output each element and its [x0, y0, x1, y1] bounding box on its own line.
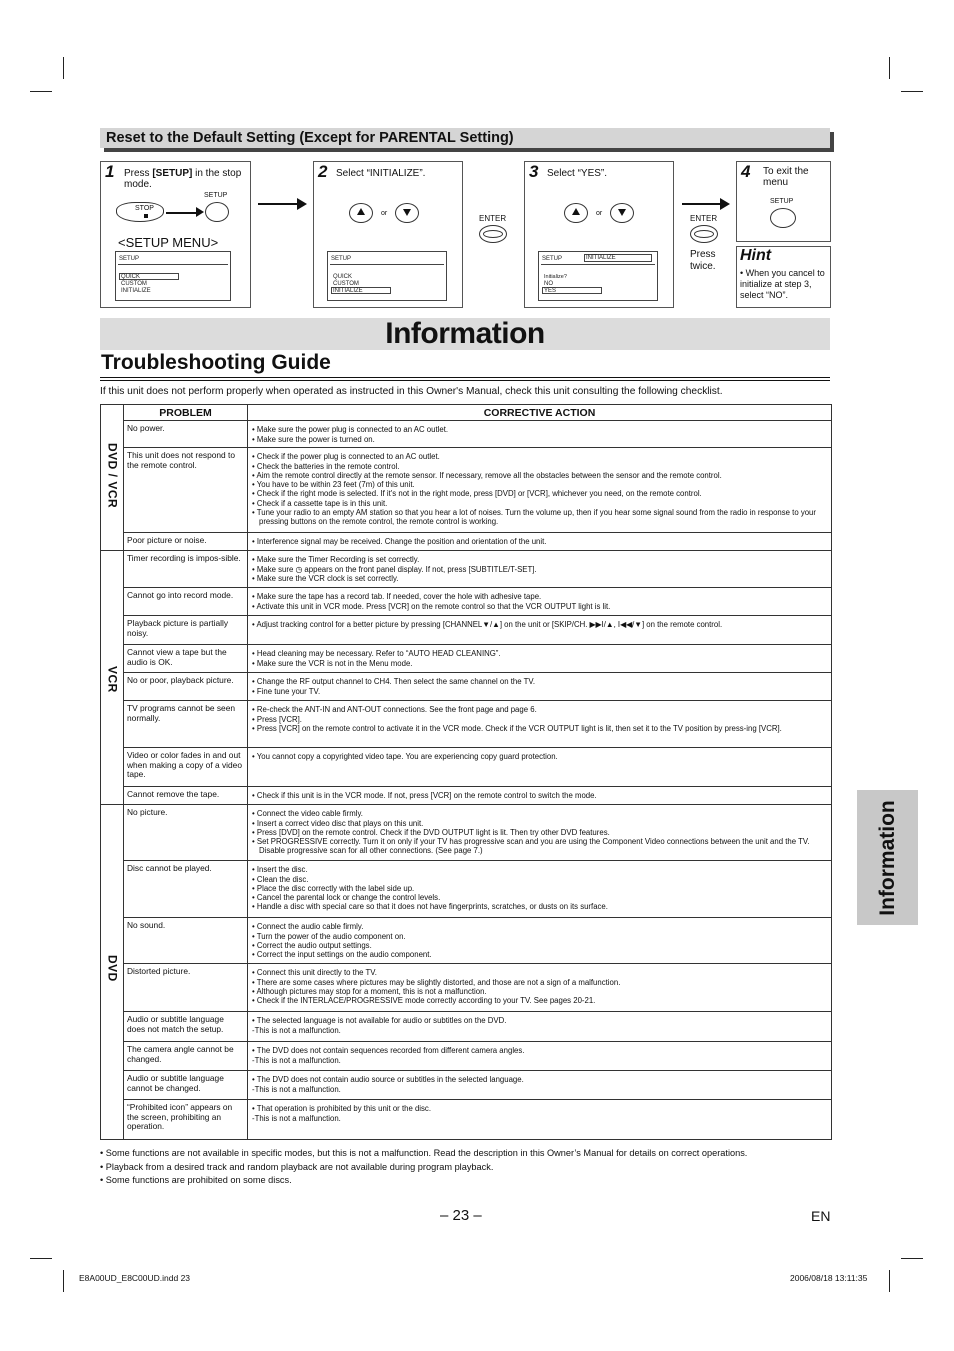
action-line: • Aim the remote control directly at the remote sensor. If necessary, remove all the obstacles between the sensor and the remote control. [252, 470, 722, 480]
troubleshooting-table [100, 404, 832, 1140]
table-row [101, 861, 832, 918]
problem-cell: This unit does not respond to the remote control. [124, 448, 248, 533]
action-cell [248, 748, 832, 787]
footnote: • Some functions are prohibited on some discs. [100, 1175, 292, 1185]
action-line: • Cancel the parental lock or change the control levels. [252, 893, 441, 903]
table-row [101, 1012, 832, 1042]
problem-cell: Playback picture is partially noisy. [124, 616, 248, 645]
footer-date: 2006/08/18 13:11:35 [790, 1273, 868, 1283]
action-line: • Press [VCR] on the remote control to activate it in the VCR mode. Check if the VCR OUTPUT light is lit, then set it to the TV position by press-ing [VCR]. [252, 723, 782, 733]
action-cell [248, 1100, 832, 1140]
problem-cell: Poor picture or noise. [124, 533, 248, 551]
step-1-text: Press [SETUP] in the stop mode. [124, 168, 242, 190]
enter-button[interactable] [690, 225, 718, 243]
crop-mark [30, 1258, 52, 1259]
action-line: • Connect this unit directly to the TV. [252, 968, 377, 978]
arrow-head-icon [196, 207, 204, 217]
step-number: 1 [105, 162, 115, 181]
step-2-text: Select “INITIALIZE”. [336, 168, 426, 179]
step-number: 3 [529, 162, 539, 181]
table-row [101, 1042, 832, 1071]
header-action: CORRECTIVE ACTION [248, 405, 832, 421]
table-row [101, 805, 832, 861]
action-line: -This is not a malfunction. [252, 1025, 341, 1035]
action-line: • Fine tune your TV. [252, 686, 321, 696]
setup-button[interactable] [770, 208, 796, 228]
problem-cell: Disc cannot be played. [124, 861, 248, 918]
arrow-icon [166, 212, 196, 214]
action-cell [248, 964, 832, 1012]
down-arrow-icon [403, 209, 411, 216]
up-arrow-icon [572, 208, 580, 215]
action-line: • Interference signal may be received. Change the position and orientation of the unit. [252, 537, 547, 547]
crop-mark [63, 1270, 64, 1292]
table-row [101, 748, 832, 787]
step-3-text: Select “YES”. [547, 168, 608, 179]
problem-cell: No picture. [124, 805, 248, 861]
enter-label: ENTER [479, 214, 507, 223]
action-cell [248, 701, 832, 748]
action-line: • Check if a cassette tape is in this unit. [252, 498, 388, 508]
action-cell [248, 861, 832, 918]
table-row [101, 673, 832, 701]
action-line: • Head cleaning may be necessary. Refer to “AUTO HEAD CLEANING”. [252, 649, 501, 659]
step-3-box [524, 161, 674, 308]
title-rule [100, 377, 830, 378]
hint-text: • When you cancel to initialize at step 3, select “NO”. [740, 268, 825, 300]
step-number: 2 [318, 162, 328, 181]
action-line: • Press [VCR]. [252, 714, 302, 724]
crop-mark [63, 57, 64, 79]
crop-mark [901, 91, 923, 92]
table-row [101, 1071, 832, 1100]
action-cell [248, 616, 832, 645]
action-line: • Connect the audio cable firmly. [252, 922, 364, 932]
action-cell [248, 673, 832, 701]
enter-button-core [694, 230, 714, 238]
action-line: • Clean the disc. [252, 874, 309, 884]
page-number: – 23 – [440, 1207, 482, 1224]
initialize-screen: SETUP INITIALIZE Initialize? NO YES [538, 251, 658, 301]
action-line: • The DVD does not contain sequences recorded from different camera angles. [252, 1046, 525, 1056]
table-row [101, 787, 832, 805]
screen-divider [541, 264, 655, 265]
action-line: • You have to be within 23 feet (7m) of this unit. [252, 480, 415, 490]
action-line: • Turn the power of the audio component on. [252, 931, 406, 941]
title-rule [100, 380, 830, 381]
footnote: • Some functions are not available in specific modes, but this is not a malfunction. Read the description in this Owner’s Manual for details on correct operations. [100, 1148, 748, 1158]
stop-square-icon [144, 214, 148, 218]
action-line: • Although pictures may stop for a moment, this is not a malfunction. [252, 986, 487, 996]
action-line: • That operation is prohibited by this unit or the disc. [252, 1104, 431, 1114]
setup-menu-label: <SETUP MENU> [118, 235, 219, 250]
down-arrow-icon [618, 209, 626, 216]
problem-cell: Timer recording is impos-sible. [124, 551, 248, 588]
table-header-row [101, 405, 832, 421]
action-line: • Adjust tracking control for a better picture by pressing [CHANNEL▼/▲] on the unit or [SKIP/CH. ▶▶I/▲, I◀◀/▼] on the remote control. [252, 620, 723, 630]
up-arrow-icon [357, 208, 365, 215]
action-line: • Make sure the power plug is connected to an AC outlet. [252, 425, 449, 435]
step-2-box [313, 161, 463, 308]
table-row [101, 616, 832, 645]
step-4-text: To exit the menu [763, 166, 809, 188]
action-line: • Re-check the ANT-IN and ANT-OUT connections. See the front page and page 6. [252, 705, 537, 715]
action-line: • Make sure the power is turned on. [252, 434, 375, 444]
side-tab [857, 790, 918, 925]
action-line: • Make sure ◷ appears on the front panel display. If not, press [SUBTITLE/T-SET]. [252, 564, 537, 574]
setup-label: SETUP [204, 192, 228, 199]
action-line: • Make sure the VCR is not in the Menu mode. [252, 658, 413, 668]
side-tab-label: Information [875, 799, 899, 916]
problem-cell: TV programs cannot be seen normally. [124, 701, 248, 748]
problem-cell: Cannot remove the tape. [124, 787, 248, 805]
table-row [101, 588, 832, 616]
crop-mark [889, 57, 890, 79]
table-row [101, 918, 832, 964]
problem-cell: No sound. [124, 918, 248, 964]
setup-button[interactable] [205, 202, 229, 222]
action-line: • Make sure the VCR clock is set correctly. [252, 573, 399, 583]
action-line: • Handle a disc with special care so that it does not have fingerprints, scratches, or dusts on its surface. [252, 902, 608, 912]
table-row [101, 964, 832, 1012]
table-row [101, 1100, 832, 1140]
action-cell [248, 918, 832, 964]
hint-title: Hint [740, 247, 772, 264]
action-line: • Make sure the Timer Recording is set correctly. [252, 555, 420, 565]
step-4-box [736, 161, 831, 242]
enter-button[interactable] [479, 225, 507, 243]
action-cell [248, 421, 832, 448]
category-label: DVD [105, 955, 120, 983]
header-blank [101, 405, 124, 421]
crop-mark [901, 1258, 923, 1259]
action-line: • The DVD does not contain audio source or subtitles in the selected language. [252, 1075, 524, 1085]
setup-menu-screen: SETUP QUICK CUSTOM INITIALIZE [115, 251, 231, 301]
problem-cell: Video or color fades in and out when making a copy of a video tape. [124, 748, 248, 787]
setup-menu-screen: SETUP QUICK CUSTOM INITIALIZE [327, 251, 447, 301]
action-line: -This is not a malfunction. [252, 1113, 341, 1123]
action-line: • Make sure the tape has a record tab. If needed, cover the hole with adhesive tape. [252, 592, 542, 602]
step-1-box [100, 161, 251, 308]
press-twice-text: Press twice. [690, 249, 716, 272]
table-row [101, 701, 832, 748]
action-line: • Check if this unit is in the VCR mode. If not, press [VCR] on the remote control to switch the mode. [252, 791, 597, 801]
category-label: VCR [105, 666, 120, 694]
crop-mark [30, 91, 52, 92]
information-heading: Information [100, 318, 830, 350]
action-line: • Connect the video cable firmly. [252, 809, 363, 819]
action-line: • The selected language is not available for audio or subtitles on the DVD. [252, 1016, 507, 1026]
action-line: • Press [DVD] on the remote control. Check if the DVD OUTPUT light is lit. Then try other DVD features. [252, 827, 610, 837]
problem-cell: “Prohibited icon” appears on the screen, prohibiting an operation. [124, 1100, 248, 1140]
action-line: • Tune your radio to an empty AM station so that you hear a lot of noises. Turn the volume up, then if you hear some signal sound from the radio in response to your pressing buttons on the remote control, the remote control is working. [252, 508, 816, 527]
action-line: • Activate this unit in VCR mode. Press [VCR] on the remote control so that the VCR OUTPUT light is lit. [252, 601, 611, 611]
action-line: • Change the RF output channel to CH4. Then select the same channel on the TV. [252, 677, 536, 687]
or-label: or [381, 210, 388, 217]
action-line: -This is not a malfunction. [252, 1084, 341, 1094]
action-line: • Check if the right mode is selected. If it's not in the right mode, press [DVD] or [VCR], whichever you need, on the remote control. [252, 489, 702, 499]
screen-divider [330, 264, 444, 265]
action-cell [248, 551, 832, 588]
problem-cell: Distorted picture. [124, 964, 248, 1012]
action-cell [248, 787, 832, 805]
arrow-icon [258, 203, 298, 205]
category-label: DVD / VCR [105, 442, 120, 508]
enter-label: ENTER [690, 214, 718, 223]
table-row [101, 421, 832, 448]
table-row [101, 551, 832, 588]
action-cell [248, 448, 832, 533]
category-cell [101, 421, 124, 551]
enter-button-core [483, 230, 503, 238]
footnotes [100, 1147, 747, 1188]
arrow-head-icon [720, 198, 730, 210]
action-line: • Insert a correct video disc that plays on this unit. [252, 818, 424, 828]
footnote: • Playback from a desired track and random playback are not available during program playback. [100, 1161, 494, 1172]
action-line: • You cannot copy a copyrighted video tape. You are experiencing copy guard protection. [252, 752, 558, 762]
action-cell [248, 1012, 832, 1042]
action-line: • Insert the disc. [252, 865, 308, 875]
language-code: EN [811, 1208, 831, 1224]
table-row [101, 533, 832, 551]
action-line: • Check the batteries in the remote control. [252, 461, 400, 471]
setup-label: SETUP [770, 198, 794, 205]
screen-divider [118, 264, 228, 265]
hint-box [736, 246, 831, 308]
stop-label: STOP [135, 205, 154, 212]
problem-cell: No or poor, playback picture. [124, 673, 248, 701]
intro-text: If this unit does not perform properly when operated as instructed in this Owner's Manual, check this unit consulting the following checklist. [100, 386, 723, 397]
action-cell [248, 1042, 832, 1071]
step-number: 4 [741, 162, 751, 181]
action-cell [248, 805, 832, 861]
action-line: • Set PROGRESSIVE correctly. Turn it on only if your TV has progressive scan and you are using the Component Video connections between the unit and the TV. Disable progressive scan for all other connections. (See page 7.) [252, 837, 810, 856]
reset-section-title: Reset to the Default Setting (Except for PARENTAL Setting) [100, 128, 830, 148]
crop-mark [889, 1270, 890, 1292]
problem-cell: Cannot view a tape but the audio is OK. [124, 645, 248, 673]
problem-cell: No power. [124, 421, 248, 448]
header-problem: PROBLEM [124, 405, 248, 421]
category-cell [101, 805, 124, 1140]
action-line: • Check if the INTERLACE/PROGRESSIVE mode correctly according to your TV. See pages 20-21. [252, 996, 596, 1006]
action-line: • Correct the input settings on the audio component. [252, 950, 432, 960]
problem-cell: Cannot go into record mode. [124, 588, 248, 616]
action-line: • There are some cases where pictures may be slightly distorted, and those are not a sign of a malfunction. [252, 977, 621, 987]
troubleshooting-title: Troubleshooting Guide [101, 351, 331, 374]
table-row [101, 645, 832, 673]
action-line: • Check if the power plug is connected to an AC outlet. [252, 452, 440, 462]
action-cell [248, 533, 832, 551]
problem-cell: Audio or subtitle language cannot be changed. [124, 1071, 248, 1100]
action-line: -This is not a malfunction. [252, 1055, 341, 1065]
arrow-head-icon [297, 198, 307, 210]
or-label: or [596, 210, 603, 217]
footer-file: E8A00UD_E8C00UD.indd 23 [79, 1273, 191, 1283]
action-cell [248, 1071, 832, 1100]
action-cell [248, 645, 832, 673]
table-row [101, 448, 832, 533]
category-cell [101, 551, 124, 805]
arrow-icon [682, 203, 722, 205]
action-line: • Correct the audio output settings. [252, 940, 372, 950]
action-line: • Place the disc correctly with the label side up. [252, 883, 415, 893]
problem-cell: Audio or subtitle language does not match the setup. [124, 1012, 248, 1042]
problem-cell: The camera angle cannot be changed. [124, 1042, 248, 1071]
action-cell [248, 588, 832, 616]
